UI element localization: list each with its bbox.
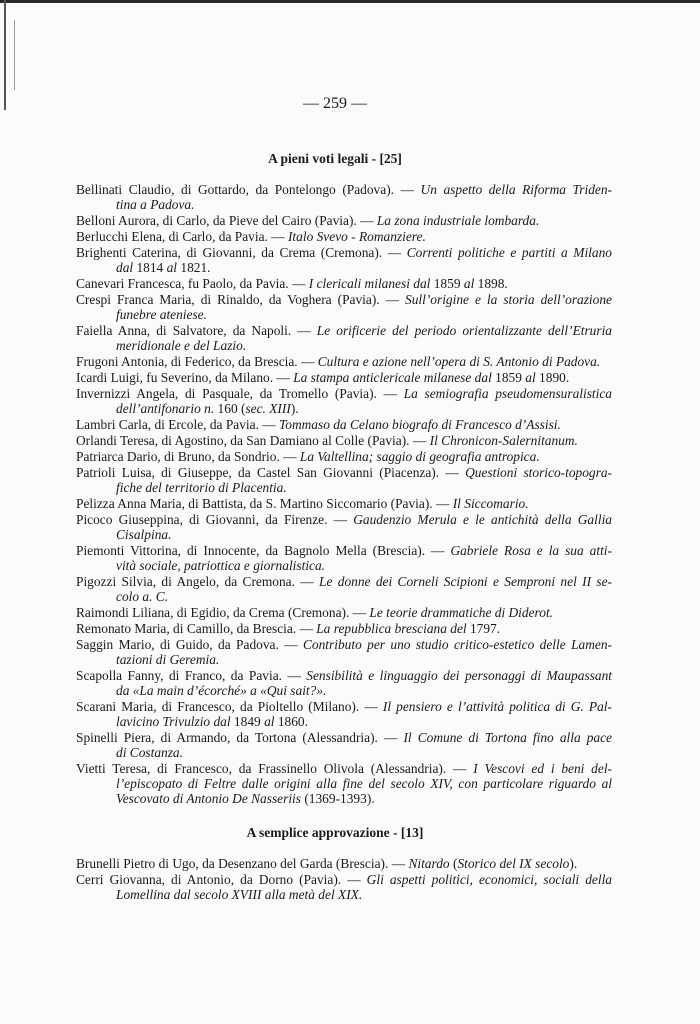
thesis-title-text: Le donne dei Corneli Scipioni e Semproni nel II se-: [319, 574, 612, 589]
list-entry: [76, 574, 612, 604]
thesis-title-text: Sensibilità e linguaggio dei personaggi di Maupassant: [306, 668, 612, 683]
author-text: Remonato Maria, di Camillo, da Brescia. —: [76, 621, 317, 636]
author-text: Saggin Mario, di Guido, da Padova. —: [76, 637, 303, 652]
entry-line: [76, 245, 612, 260]
entry-continuation-line: [76, 887, 612, 902]
thesis-title-text: Gaudenzio Merula e le antichità della Gallia: [353, 512, 612, 527]
entry-line: [76, 637, 612, 652]
list-entry: [76, 323, 612, 353]
thesis-title-text: funebre ateniese.: [116, 307, 207, 322]
entry-line: [76, 574, 612, 589]
list-entry: [76, 229, 612, 244]
entry-line: [76, 543, 612, 558]
entry-line: [76, 761, 612, 776]
author-text: Brunelli Pietro di Ugo, da Desenzano del Garda (Brescia). —: [76, 856, 409, 871]
author-text: 1849: [230, 714, 265, 729]
entry-line: [76, 465, 612, 480]
list-entry: [76, 292, 612, 322]
author-text: Spinelli Piera, di Armando, da Tortona (Alessandria). —: [76, 730, 404, 745]
thesis-list-pieni-voti: [76, 182, 612, 806]
thesis-title-text: Sull’origine e la storia dell’orazione: [405, 292, 612, 307]
scan-artifact-left-faint: [14, 20, 15, 90]
entry-continuation-line: [76, 791, 612, 806]
author-text: Raimondi Liliana, di Egidio, da Crema (Cremona). —: [76, 605, 370, 620]
thesis-title-text: tina a Padova.: [116, 197, 195, 212]
author-text: Brighenti Caterina, di Giovanni, da Crema (Cremona). —: [76, 245, 407, 260]
list-entry: [76, 213, 612, 228]
entry-line: [76, 276, 612, 291]
thesis-title-text: Storico del IX secolo: [457, 856, 570, 871]
list-entry: [76, 761, 612, 806]
entry-continuation-line: [76, 714, 612, 729]
author-text: Pigozzi Silvia, di Angelo, da Cremona. —: [76, 574, 320, 589]
thesis-title-text: Tommaso da Celano biografo di Francesco d’Assisi.: [279, 417, 561, 432]
list-entry: [76, 465, 612, 495]
list-entry: [76, 433, 612, 448]
entry-line: [76, 213, 612, 228]
list-entry: [76, 276, 612, 291]
page-content: [0, 94, 700, 903]
list-entry: [76, 370, 612, 385]
entry-line: [76, 433, 612, 448]
thesis-title-text: La zona industriale lombarda.: [376, 213, 540, 228]
list-entry: [76, 730, 612, 760]
entry-line: [76, 417, 612, 432]
entry-line: [76, 370, 612, 385]
author-text: Invernizzi Angela, di Pasquale, da Tromello (Pavia). —: [76, 386, 404, 401]
thesis-title-text: Cisalpina.: [116, 527, 172, 542]
author-text: 1860.: [274, 714, 308, 729]
entry-line: [76, 699, 612, 714]
thesis-title-text: dell’antifonario n.: [116, 401, 215, 416]
author-text: Orlandi Teresa, di Agostino, da San Damiano al Colle (Pavia). —: [76, 433, 430, 448]
entry-continuation-line: [76, 197, 612, 212]
thesis-title-text: Correnti politiche e partiti a Milano: [406, 245, 612, 260]
thesis-title-text: da «La main d’écorché» a «Qui sait?».: [116, 683, 327, 698]
thesis-title-text: sec. XIII: [245, 401, 291, 416]
thesis-title-text: Le teorie drammatiche di Diderot.: [369, 605, 554, 620]
list-entry: [76, 417, 612, 432]
list-entry: [76, 512, 612, 542]
entry-line: [76, 354, 612, 369]
thesis-title-text: La stampa anticlericale milanese dal: [293, 370, 492, 385]
thesis-title-text: meridionale e del Lazio.: [116, 338, 247, 353]
entry-line: [76, 323, 612, 338]
author-text: 1898.: [474, 276, 508, 291]
thesis-title-text: Gli aspetti politici, economici, sociali della: [366, 872, 612, 887]
thesis-title-text: Italo Svevo - Romanziere.: [287, 229, 426, 244]
author-text: ).: [569, 856, 578, 871]
author-text: Patrioli Luisa, di Giuseppe, da Castel San Giovanni (Piacenza). —: [76, 465, 466, 480]
thesis-list-semplice-approvazione: [76, 856, 612, 902]
entry-line: [76, 856, 612, 871]
entry-continuation-line: [76, 745, 612, 760]
author-text: Lambri Carla, di Ercole, da Pavia. —: [76, 417, 280, 432]
entry-line: [76, 512, 612, 527]
author-text: Belloni Aurora, di Carlo, da Pieve del Cairo (Pavia). —: [76, 213, 377, 228]
author-text: Patriarca Dario, di Bruno, da Sondrio. —: [76, 449, 300, 464]
entry-line: [76, 872, 612, 887]
thesis-title-text: l’episcopato di Feltre dalle origini alla fine del secolo XIV, con particolare riguardo al: [116, 776, 612, 791]
author-text: Icardi Luigi, fu Severino, da Milano. —: [76, 370, 294, 385]
list-entry: [76, 621, 612, 636]
section-heading-semplice-approvazione: A semplice approvazione - [13]: [246, 825, 424, 840]
list-entry: [76, 856, 612, 871]
thesis-title-text: La Valtellina; saggio di geografia antropica.: [299, 449, 540, 464]
thesis-title-text: fiche del territorio di Placentia.: [116, 480, 287, 495]
section-heading-pieni-voti: A pieni voti legali - [25]: [268, 151, 402, 166]
thesis-title-text: Vescovato di Antonio De Nasseriis: [116, 791, 301, 806]
thesis-title-text: I clericali milanesi dal: [308, 276, 431, 291]
entry-line: [76, 668, 612, 683]
author-text: Pelizza Anna Maria, di Battista, da S. Martino Siccomario (Pavia). —: [76, 496, 453, 511]
entry-line: [76, 605, 612, 620]
author-text: Canevari Francesca, fu Paolo, da Pavia. —: [76, 276, 309, 291]
thesis-title-text: Le orificerie del periodo orientalizzante dell’Etruria: [316, 323, 612, 338]
thesis-title-text: al: [463, 276, 475, 291]
thesis-title-text: lavicino Trivulzio dal: [116, 714, 231, 729]
author-text: 160 (: [214, 401, 246, 416]
author-text: Scarani Maria, di Francesco, da Pioltello (Milano). —: [76, 699, 383, 714]
author-text: Frugoni Antonia, di Federico, da Brescia. —: [76, 354, 318, 369]
entry-line: [76, 386, 612, 401]
author-text: 1797.: [466, 621, 501, 636]
list-entry: [76, 449, 612, 464]
list-entry: [76, 668, 612, 698]
entry-continuation-line: [76, 652, 612, 667]
author-text: Picoco Giuseppina, di Giovanni, da Firenze. —: [76, 512, 354, 527]
thesis-title-text: La semiografia pseudomensuralistica: [403, 386, 612, 401]
entry-continuation-line: [76, 776, 612, 791]
thesis-title-text: Il pensiero e l’attività politica di G. Pal-: [382, 699, 612, 714]
thesis-title-text: Nitardo: [408, 856, 450, 871]
author-text: Vietti Teresa, di Francesco, da Frassinello Olivola (Alessandria). —: [76, 761, 474, 776]
author-text: ).: [290, 401, 299, 416]
author-text: Scapolla Fanny, di Franco, da Pavia. —: [76, 668, 307, 683]
entry-continuation-line: [76, 527, 612, 542]
author-text: (: [449, 856, 458, 871]
thesis-title-text: tazioni di Geremia.: [116, 652, 220, 667]
entry-continuation-line: [76, 338, 612, 353]
author-text: (1369-1393).: [300, 791, 375, 806]
thesis-title-text: Cultura e azione nell’opera di S. Antonio di Padova.: [317, 354, 601, 369]
entry-line: [76, 496, 612, 511]
entry-continuation-line: [76, 260, 612, 275]
entry-continuation-line: [76, 683, 612, 698]
thesis-title-text: vità sociale, patriottica e giornalistica.: [116, 558, 326, 573]
thesis-title-text: al: [525, 370, 536, 385]
entry-continuation-line: [76, 558, 612, 573]
list-entry: [76, 245, 612, 275]
page-number: — 259 —: [303, 95, 367, 112]
thesis-title-text: dal: [116, 260, 134, 275]
author-text: Bellinati Claudio, di Gottardo, da Pontelongo (Padova). —: [76, 182, 421, 197]
entry-continuation-line: [76, 401, 612, 416]
thesis-title-text: al: [264, 714, 275, 729]
thesis-title-text: Il Comune di Tortona fino alla pace: [403, 730, 613, 745]
list-entry: [76, 637, 612, 667]
thesis-title-text: I Vescovi ed i beni del-: [473, 761, 613, 776]
entry-line: [76, 449, 612, 464]
list-entry: [76, 386, 612, 416]
thesis-title-text: al: [166, 260, 178, 275]
author-text: 1814: [133, 260, 167, 275]
author-text: Berlucchi Elena, di Carlo, da Pavia. —: [76, 229, 288, 244]
thesis-title-text: colo a. C.: [116, 589, 169, 604]
list-entry: [76, 699, 612, 729]
entry-continuation-line: [76, 480, 612, 495]
entry-line: [76, 292, 612, 307]
thesis-title-text: Il Chronicon-Salernitanum.: [429, 433, 578, 448]
author-text: Faiella Anna, di Salvatore, da Napoli. —: [76, 323, 317, 338]
entry-line: [76, 621, 612, 636]
list-entry: [76, 605, 612, 620]
entry-line: [76, 182, 612, 197]
entry-continuation-line: [76, 589, 612, 604]
author-text: Piemonti Vittorina, di Innocente, da Bagnolo Mella (Brescia). —: [76, 543, 451, 558]
thesis-title-text: di Costanza.: [116, 745, 183, 760]
author-text: 1859: [430, 276, 464, 291]
thesis-title-text: Contributo per uno studio critico-estetico delle Lamen-: [302, 637, 612, 652]
list-entry: [76, 872, 612, 902]
thesis-title-text: La repubblica bresciana del: [316, 621, 467, 636]
thesis-title-text: Un aspetto della Riforma Triden-: [420, 182, 612, 197]
thesis-title-text: Gabriele Rosa e la sua atti-: [450, 543, 612, 558]
thesis-title-text: Lomellina dal secolo XVIII alla metà del XIX.: [116, 887, 363, 902]
list-entry: [76, 354, 612, 369]
author-text: Cerri Giovanna, di Antonio, da Dorno (Pavia). —: [76, 872, 367, 887]
author-text: 1859: [491, 370, 526, 385]
thesis-title-text: Questioni storico-topogra-: [465, 465, 612, 480]
scan-border-top: [0, 0, 700, 3]
thesis-title-text: Il Siccomario.: [452, 496, 529, 511]
author-text: 1821.: [177, 260, 211, 275]
author-text: 1890.: [535, 370, 570, 385]
entry-continuation-line: [76, 307, 612, 322]
list-entry: [76, 543, 612, 573]
entry-line: [76, 229, 612, 244]
author-text: Crespi Franca Maria, di Rinaldo, da Voghera (Pavia). —: [76, 292, 406, 307]
list-entry: [76, 182, 612, 212]
entry-line: [76, 730, 612, 745]
list-entry: [76, 496, 612, 511]
